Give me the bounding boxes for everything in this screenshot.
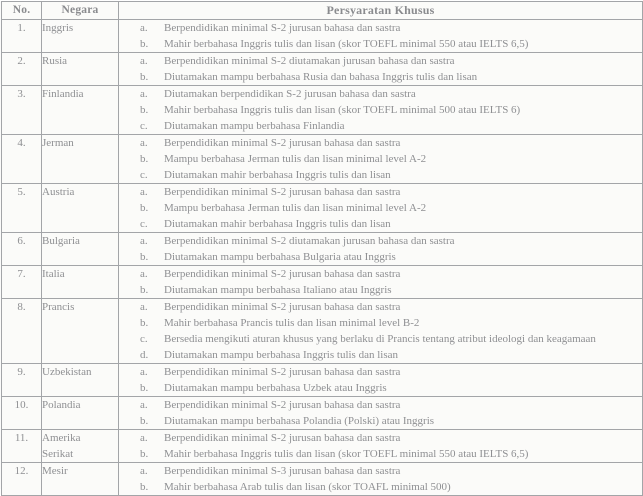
requirement-list — [119, 266, 642, 298]
requirement-list — [119, 86, 642, 134]
requirement-text: Berpendidikan minimal S-2 diutamakan jurusan bahasa dan sastra — [164, 235, 455, 247]
negara-line: Inggris — [42, 22, 74, 34]
requirement-marker: b. — [140, 153, 149, 165]
requirement-marker: b. — [140, 481, 149, 493]
requirement-item — [119, 413, 642, 429]
requirement-text: Berpendidikan minimal S-2 jurusan bahasa dan sastra — [164, 366, 401, 378]
negara-line: Amerika — [42, 432, 81, 444]
table-row — [2, 20, 643, 53]
requirement-text: Diutamakan mampu berbahasa Uzbek atau Inggris — [164, 382, 387, 394]
requirement-marker: a. — [140, 465, 148, 477]
requirement-text: Berpendidikan minimal S-2 jurusan bahasa dan sastra — [164, 186, 401, 198]
requirement-item — [119, 233, 642, 249]
cell-no: 4. — [2, 135, 42, 184]
table-row — [2, 135, 643, 184]
requirement-text: Mahir berbahasa Prancis tulis dan lisan minimal level B-2 — [164, 317, 420, 329]
requirement-item — [119, 135, 642, 151]
table-header — [2, 2, 643, 20]
requirement-text: Diutamakan mampu berbahasa Italiano atau Inggris — [164, 284, 392, 296]
table-row — [2, 233, 643, 266]
requirement-list — [119, 430, 642, 462]
requirement-marker: a. — [140, 22, 148, 34]
table-row — [2, 397, 643, 430]
cell-negara — [42, 397, 119, 430]
column-header-negara: Negara — [42, 2, 119, 20]
requirement-text: Berpendidikan minimal S-2 diutamakan jurusan bahasa dan sastra — [164, 55, 455, 67]
requirement-item — [119, 282, 642, 298]
column-header-persyaratan: Persyaratan Khusus — [119, 2, 643, 20]
requirement-marker: b. — [140, 448, 149, 460]
requirement-item — [119, 331, 642, 347]
requirement-marker: a. — [140, 186, 148, 198]
requirement-item — [119, 69, 642, 85]
requirement-text: Diutamakan mampu berbahasa Bulgaria atau Inggris — [164, 251, 396, 263]
negara-line: Mesir — [42, 465, 68, 477]
cell-no: 3. — [2, 86, 42, 135]
requirement-marker: d. — [140, 349, 149, 361]
requirement-item — [119, 151, 642, 167]
requirement-text: Berpendidikan minimal S-2 jurusan bahasa dan sastra — [164, 432, 401, 444]
cell-no: 12. — [2, 463, 42, 496]
requirement-list — [119, 463, 642, 495]
requirement-text: Mahir berbahasa Inggris tulis dan lisan (skor TOEFL minimal 550 atau IELTS 6,5) — [164, 38, 529, 50]
negara-line: Finlandia — [42, 88, 84, 100]
cell-persyaratan — [119, 463, 643, 496]
cell-persyaratan — [119, 397, 643, 430]
requirement-list — [119, 397, 642, 429]
requirement-text: Berpendidikan minimal S-2 jurusan bahasa dan sastra — [164, 22, 401, 34]
cell-negara — [42, 233, 119, 266]
requirement-list — [119, 53, 642, 85]
table-row — [2, 266, 643, 299]
column-header-no: No. — [2, 2, 42, 20]
requirement-item — [119, 463, 642, 479]
requirement-list — [119, 135, 642, 183]
requirement-item — [119, 299, 642, 315]
requirement-list — [119, 184, 642, 232]
cell-negara — [42, 53, 119, 86]
requirement-marker: b. — [140, 415, 149, 427]
requirement-item — [119, 479, 642, 495]
requirement-marker: c. — [140, 120, 148, 132]
cell-no: 2. — [2, 53, 42, 86]
requirements-table — [1, 1, 643, 496]
requirement-marker: a. — [140, 88, 148, 100]
table-row — [2, 364, 643, 397]
cell-persyaratan — [119, 135, 643, 184]
table-header-row — [2, 2, 643, 20]
requirement-item — [119, 102, 642, 118]
cell-negara — [42, 299, 119, 364]
negara-line: Polandia — [42, 399, 81, 411]
negara-line: Austria — [42, 186, 75, 198]
cell-negara — [42, 430, 119, 463]
cell-persyaratan — [119, 233, 643, 266]
requirement-text: Diutamakan berpendidikan S-2 jurusan bahasa dan sastra — [164, 88, 416, 100]
cell-negara — [42, 86, 119, 135]
table-row — [2, 299, 643, 364]
cell-no: 9. — [2, 364, 42, 397]
requirement-text: Bersedia mengikuti aturan khusus yang berlaku di Prancis tentang atribut ideologi dan keagamaan — [164, 333, 596, 345]
requirement-marker: c. — [140, 333, 148, 345]
negara-line: Uzbekistan — [42, 366, 92, 378]
cell-no: 7. — [2, 266, 42, 299]
cell-no: 6. — [2, 233, 42, 266]
document-page — [0, 1, 643, 493]
requirement-item — [119, 20, 642, 36]
cell-no: 1. — [2, 20, 42, 53]
cell-no: 8. — [2, 299, 42, 364]
requirement-marker: b. — [140, 38, 149, 50]
requirement-list — [119, 20, 642, 52]
negara-line: Jerman — [42, 137, 74, 149]
cell-persyaratan — [119, 20, 643, 53]
requirement-item — [119, 118, 642, 134]
requirement-text: Mampu berbahasa Jerman tulis dan lisan minimal level A-2 — [164, 153, 427, 165]
table-row — [2, 430, 643, 463]
cell-negara — [42, 463, 119, 496]
requirement-item — [119, 315, 642, 331]
requirement-marker: a. — [140, 55, 148, 67]
requirement-text: Diutamakan mahir berbahasa Inggris tulis dan lisan — [164, 169, 391, 181]
requirement-marker: c. — [140, 218, 148, 230]
table-row — [2, 53, 643, 86]
requirement-item — [119, 200, 642, 216]
requirement-text: Diutamakan mampu berbahasa Rusia dan bahasa Inggris tulis dan lisan — [164, 71, 478, 83]
cell-persyaratan — [119, 430, 643, 463]
cell-negara — [42, 184, 119, 233]
requirement-text: Mahir berbahasa Inggris tulis dan lisan (skor TOEFL minimal 550 atau IELTS 6,5) — [164, 448, 529, 460]
cell-persyaratan — [119, 299, 643, 364]
cell-persyaratan — [119, 53, 643, 86]
requirement-item — [119, 36, 642, 52]
cell-negara — [42, 20, 119, 53]
requirement-item — [119, 86, 642, 102]
table-body — [2, 20, 643, 496]
cell-negara — [42, 364, 119, 397]
requirement-text: Berpendidikan minimal S-2 jurusan bahasa dan sastra — [164, 268, 401, 280]
table-row — [2, 86, 643, 135]
requirement-text: Diutamakan mahir berbahasa Inggris tulis dan lisan — [164, 218, 391, 230]
requirement-item — [119, 216, 642, 232]
requirement-marker: a. — [140, 432, 148, 444]
requirement-list — [119, 364, 642, 396]
negara-line: Rusia — [42, 55, 68, 67]
cell-persyaratan — [119, 184, 643, 233]
requirement-marker: b. — [140, 202, 149, 214]
requirement-item — [119, 249, 642, 265]
requirement-marker: b. — [140, 284, 149, 296]
requirement-marker: b. — [140, 382, 149, 394]
requirement-marker: b. — [140, 104, 149, 116]
requirement-marker: b. — [140, 71, 149, 83]
requirement-list — [119, 233, 642, 265]
requirement-text: Berpendidikan minimal S-3 jurusan bahasa dan sastra — [164, 465, 401, 477]
requirement-item — [119, 184, 642, 200]
requirement-marker: a. — [140, 366, 148, 378]
requirement-item — [119, 53, 642, 69]
cell-no: 10. — [2, 397, 42, 430]
table-row — [2, 184, 643, 233]
negara-line: Serikat — [42, 448, 74, 460]
cell-no: 5. — [2, 184, 42, 233]
requirement-marker: a. — [140, 268, 148, 280]
requirement-text: Berpendidikan minimal S-2 jurusan bahasa dan sastra — [164, 399, 401, 411]
requirement-text: Mampu berbahasa Jerman tulis dan lisan minimal level A-2 — [164, 202, 427, 214]
requirement-marker: c. — [140, 169, 148, 181]
requirement-list — [119, 299, 642, 363]
requirement-marker: a. — [140, 301, 148, 313]
requirement-marker: b. — [140, 251, 149, 263]
requirement-marker: a. — [140, 137, 148, 149]
cell-persyaratan — [119, 364, 643, 397]
cell-negara — [42, 266, 119, 299]
cell-no: 11. — [2, 430, 42, 463]
requirement-marker: b. — [140, 317, 149, 329]
table-row — [2, 463, 643, 496]
requirement-item — [119, 167, 642, 183]
requirement-item — [119, 380, 642, 396]
requirement-item — [119, 397, 642, 413]
requirement-text: Diutamakan mampu berbahasa Inggris tulis dan lisan — [164, 349, 398, 361]
negara-line: Italia — [42, 268, 65, 280]
requirement-item — [119, 446, 642, 462]
requirement-text: Diutamakan mampu berbahasa Polandia (Polski) atau Inggris — [164, 415, 435, 427]
cell-negara — [42, 135, 119, 184]
requirement-text: Mahir berbahasa Arab tulis dan lisan (skor TOAFL minimal 500) — [164, 481, 451, 493]
requirement-text: Berpendidikan minimal S-2 jurusan bahasa dan sastra — [164, 137, 401, 149]
requirement-item — [119, 347, 642, 363]
cell-persyaratan — [119, 86, 643, 135]
requirement-marker: a. — [140, 399, 148, 411]
requirement-item — [119, 430, 642, 446]
cell-persyaratan — [119, 266, 643, 299]
requirement-item — [119, 266, 642, 282]
requirement-text: Berpendidikan minimal S-2 jurusan bahasa dan sastra — [164, 301, 401, 313]
requirement-marker: a. — [140, 235, 148, 247]
negara-line: Prancis — [42, 301, 75, 313]
requirement-item — [119, 364, 642, 380]
requirement-text: Diutamakan mampu berbahasa Finlandia — [164, 120, 345, 132]
negara-line: Bulgaria — [42, 235, 80, 247]
requirement-text: Mahir berbahasa Inggris tulis dan lisan (skor TOEFL minimal 500 atau IELTS 6) — [164, 104, 521, 116]
